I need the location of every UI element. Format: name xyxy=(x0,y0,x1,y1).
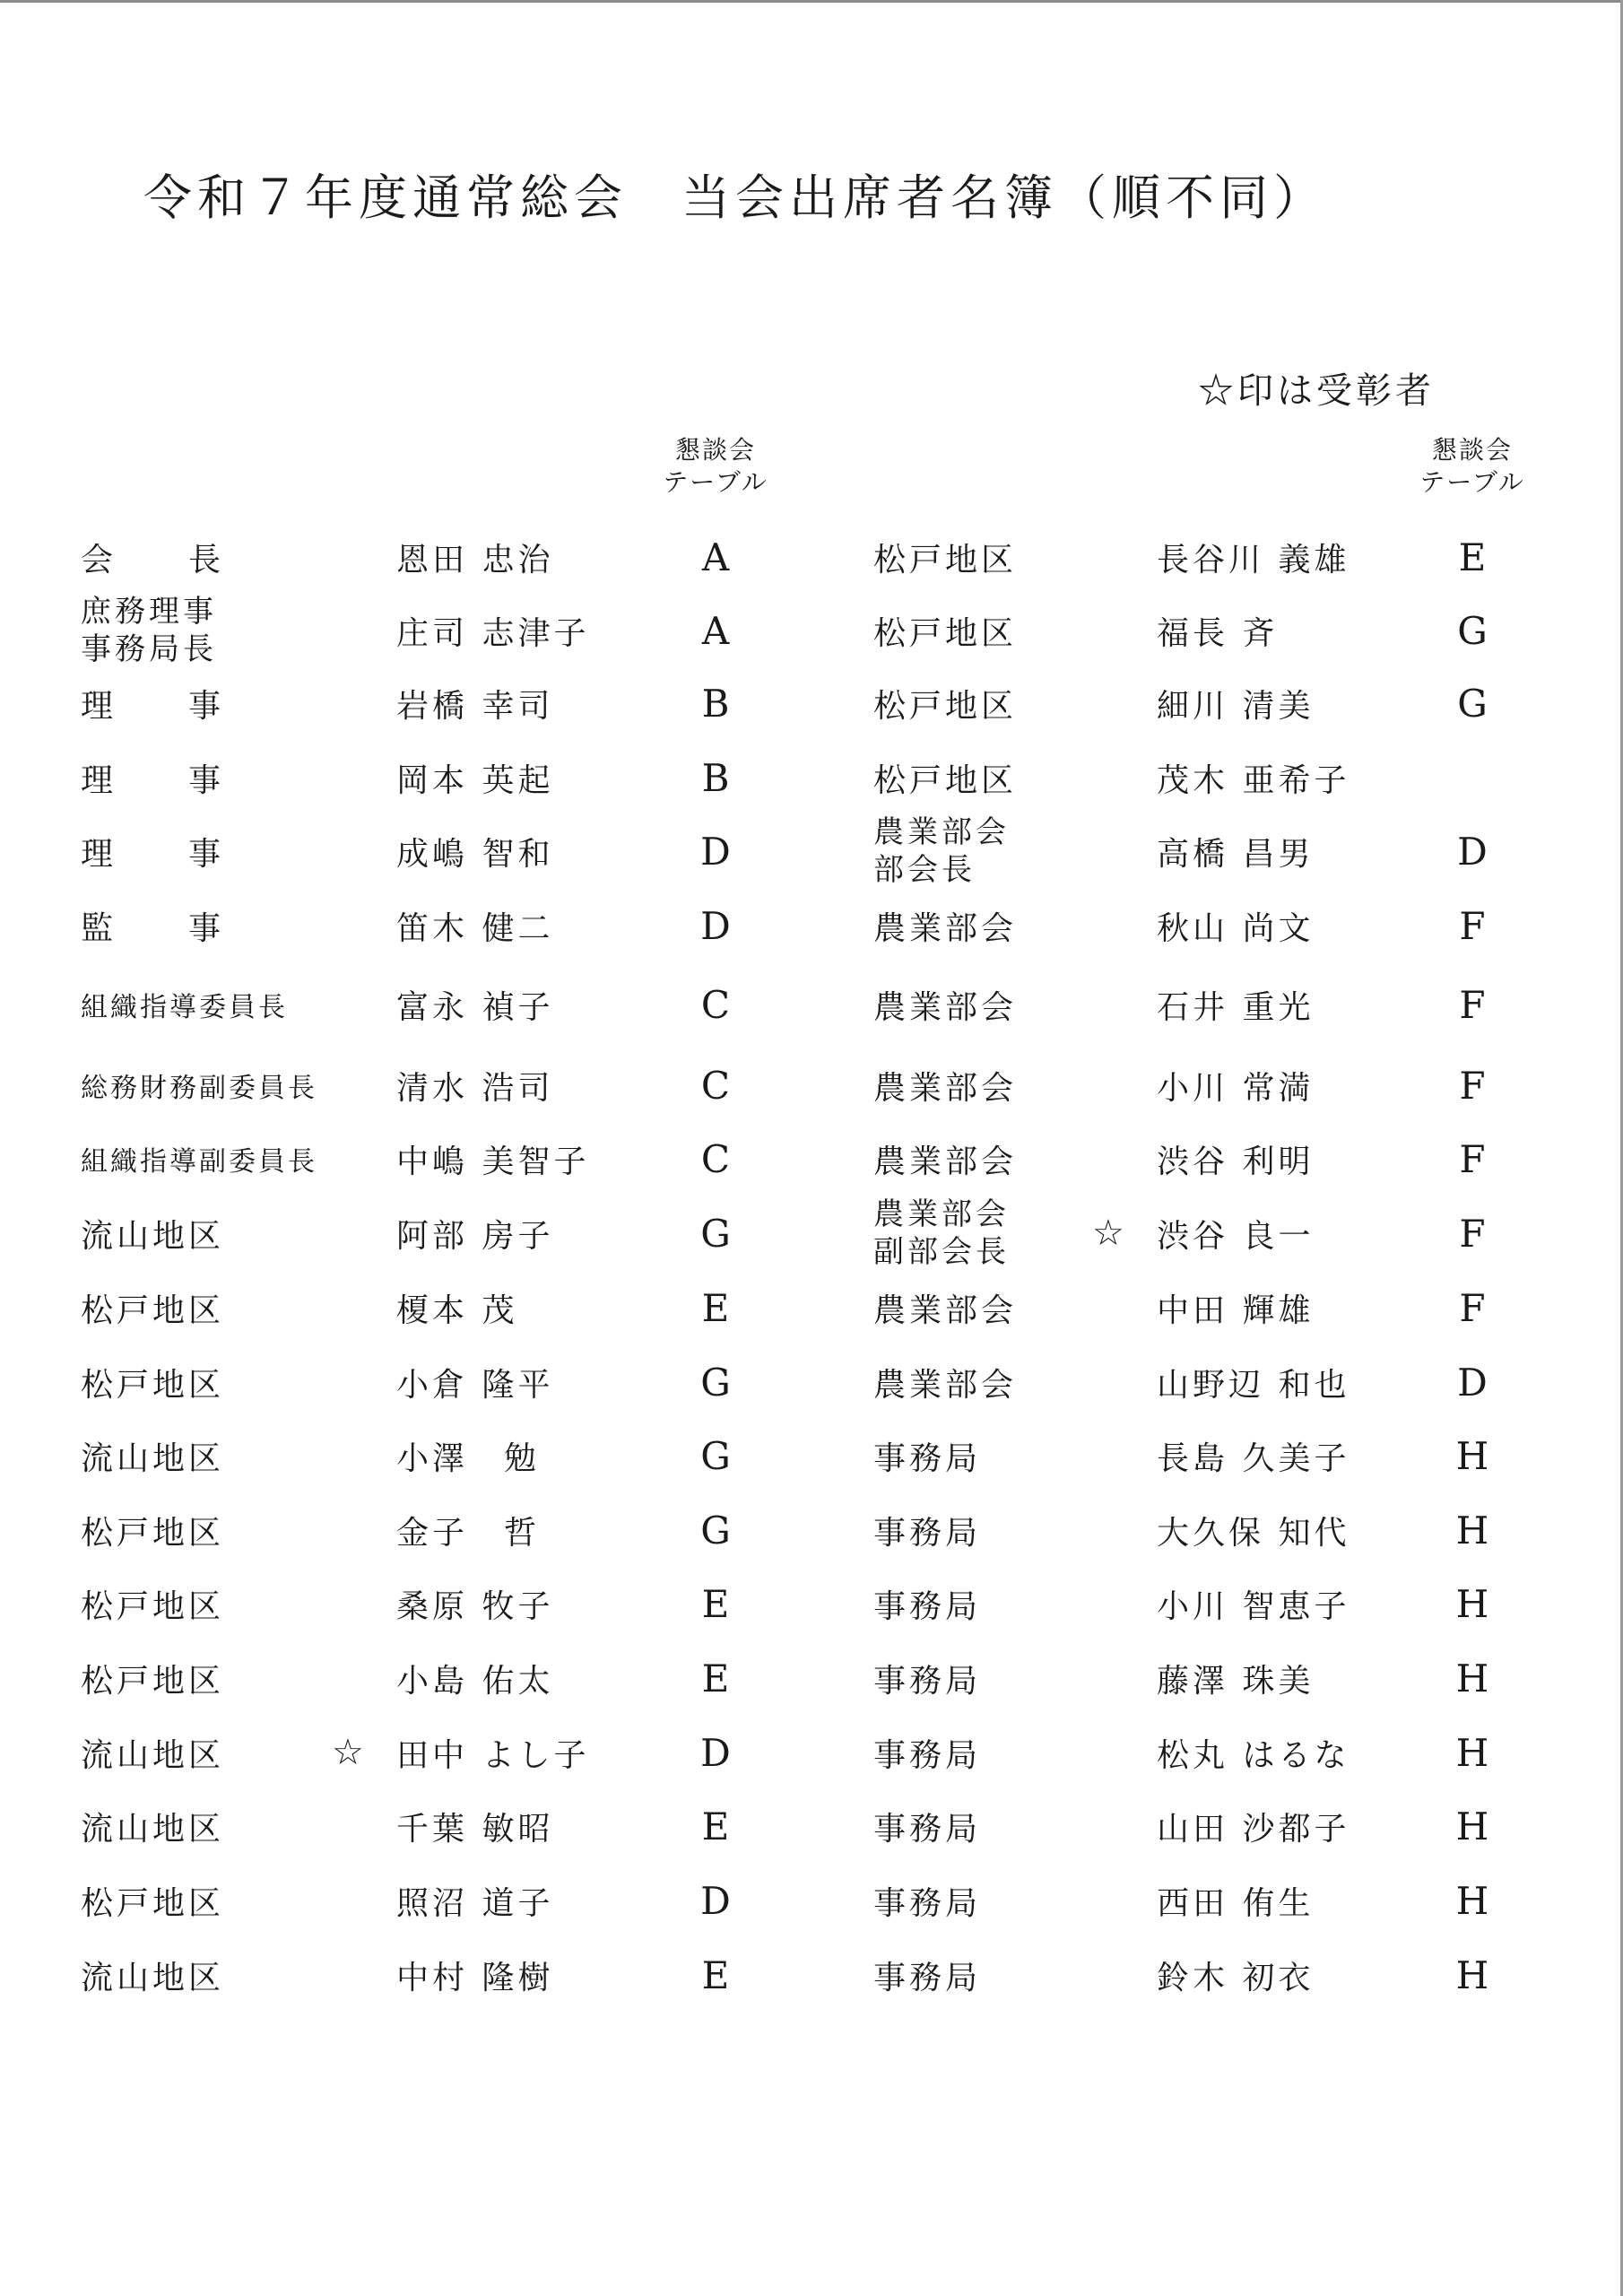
table-letter: B xyxy=(701,681,730,726)
attendee-name: 小倉 隆平 xyxy=(396,1366,554,1404)
table-letter: B xyxy=(701,755,730,800)
role-cell: 事務局 xyxy=(873,1662,982,1700)
role-cell: 松戸地区 xyxy=(81,1292,225,1329)
table-letter: D xyxy=(700,1730,731,1775)
table-letter: G xyxy=(1457,681,1488,726)
document-title: 令和７年度通常総会 当会出席者名簿（順不同） xyxy=(143,170,1327,226)
table-row xyxy=(0,1792,1623,1860)
table-letter: F xyxy=(1459,1136,1486,1181)
attendee-name: 庄司 志津子 xyxy=(396,614,590,652)
attendee-name: 岩橋 幸司 xyxy=(396,687,554,725)
attendee-name: 中田 輝雄 xyxy=(1157,1292,1315,1329)
role-cell: 松戸地区 xyxy=(81,1366,225,1404)
attendee-name: 田中 よし子 xyxy=(396,1736,590,1774)
attendee-name: 成嶋 智和 xyxy=(396,835,554,873)
table-row xyxy=(0,596,1623,665)
role-cell: 農業部会 xyxy=(873,1069,1018,1107)
attendee-name: 千葉 敏昭 xyxy=(396,1810,554,1848)
table-letter: G xyxy=(700,1360,731,1405)
table-letter: E xyxy=(1458,535,1487,579)
role-line: 農業部会 xyxy=(873,1196,1010,1232)
page-border-top xyxy=(0,0,1623,3)
table-letter: E xyxy=(701,1804,730,1848)
attendee-name: 山野辺 和也 xyxy=(1157,1366,1350,1404)
table-letter: F xyxy=(1459,903,1486,948)
attendee-name: 秋山 尚文 xyxy=(1157,909,1315,947)
role-cell: 総務財務副委員長 xyxy=(81,1073,317,1104)
table-letter: C xyxy=(700,1136,731,1181)
attendee-name: 細川 清美 xyxy=(1157,687,1315,725)
table-letter xyxy=(1445,744,1499,812)
table-row xyxy=(0,669,1623,737)
column-header-line1: 懇談会 xyxy=(674,435,756,465)
attendee-name: 小川 智恵子 xyxy=(1157,1587,1350,1625)
attendee-name: 山田 沙都子 xyxy=(1157,1810,1350,1848)
role-line: 部会長 xyxy=(873,852,976,888)
role-cell: 会 長 xyxy=(81,541,225,578)
table-letter: E xyxy=(701,1581,730,1626)
table-row xyxy=(0,814,1623,888)
attendee-name: 榎本 茂 xyxy=(396,1292,518,1329)
table-letter: H xyxy=(1455,1804,1489,1848)
attendee-name: 恩田 忠治 xyxy=(396,541,554,578)
attendee-name: 富永 禎子 xyxy=(396,988,554,1026)
table-letter: D xyxy=(700,1878,731,1923)
table-letter: C xyxy=(700,982,731,1027)
table-letter: H xyxy=(1455,1508,1489,1552)
table-letter: H xyxy=(1455,1433,1489,1478)
table-row xyxy=(0,891,1623,960)
star-legend: ☆印は受彰者 xyxy=(1198,370,1435,412)
table-letter: H xyxy=(1455,1952,1489,1997)
table-row xyxy=(0,1348,1623,1416)
table-letter: H xyxy=(1455,1656,1489,1700)
role-cell: 松戸地区 xyxy=(873,541,1018,578)
role-cell: 松戸地区 xyxy=(873,687,1018,725)
role-cell: 理 事 xyxy=(81,835,225,873)
table-row xyxy=(0,523,1623,591)
role-cell: 流山地区 xyxy=(81,1736,225,1774)
table-row xyxy=(0,1866,1623,1935)
table-row xyxy=(0,1496,1623,1564)
role-cell xyxy=(81,596,350,665)
table-letter: E xyxy=(701,1952,730,1997)
table-row xyxy=(0,1051,1623,1119)
role-cell: 流山地区 xyxy=(81,1810,225,1848)
role-cell: 農業部会 xyxy=(873,1143,1018,1180)
table-letter: F xyxy=(1459,982,1486,1027)
table-row xyxy=(0,1718,1623,1787)
role-cell: 松戸地区 xyxy=(81,1662,225,1700)
table-letter: G xyxy=(700,1211,731,1256)
table-column-header-left xyxy=(626,434,805,499)
role-cell: 松戸地区 xyxy=(873,614,1018,652)
role-cell: 事務局 xyxy=(873,1587,982,1625)
role-line: 庶務理事 xyxy=(81,594,217,630)
role-line: 副部会長 xyxy=(873,1234,1010,1270)
attendee-name: 長島 久美子 xyxy=(1157,1439,1350,1477)
role-cell: 農業部会 xyxy=(873,988,1018,1026)
table-letter: E xyxy=(701,1656,730,1700)
role-cell: 松戸地区 xyxy=(81,1884,225,1922)
table-letter: D xyxy=(1457,1360,1488,1405)
table-letter: F xyxy=(1459,1063,1486,1108)
role-cell: 理 事 xyxy=(81,687,225,725)
table-row xyxy=(0,1941,1623,2009)
table-letter: H xyxy=(1455,1878,1489,1923)
role-cell: 組織指導委員長 xyxy=(81,992,288,1023)
role-cell: 組織指導副委員長 xyxy=(81,1146,317,1178)
table-letter: F xyxy=(1459,1285,1486,1330)
attendee-name: 小澤 勉 xyxy=(396,1439,541,1477)
table-row xyxy=(0,1125,1623,1193)
attendee-name: 笛木 健二 xyxy=(396,909,554,947)
table-row xyxy=(0,1196,1623,1270)
role-cell: 事務局 xyxy=(873,1514,982,1552)
table-letter: G xyxy=(1457,608,1488,653)
attendee-name: 鈴木 初衣 xyxy=(1157,1959,1315,1996)
role-line: 農業部会 xyxy=(873,814,1010,850)
role-cell: 事務局 xyxy=(873,1736,982,1774)
table-row xyxy=(0,970,1623,1039)
attendee-name: 中村 隆樹 xyxy=(396,1959,554,1996)
column-header-line2: テーブル xyxy=(1419,467,1525,497)
table-row xyxy=(0,1644,1623,1712)
awardee-star-icon: ☆ xyxy=(332,1732,364,1773)
role-cell: 松戸地区 xyxy=(873,761,1018,799)
attendee-name: 桑原 牧子 xyxy=(396,1587,554,1625)
role-cell: 事務局 xyxy=(873,1959,982,1996)
attendee-name: 石井 重光 xyxy=(1157,988,1315,1026)
table-letter: D xyxy=(700,829,731,874)
role-cell xyxy=(873,814,1089,888)
table-letter: H xyxy=(1455,1581,1489,1626)
role-cell: 監 事 xyxy=(81,909,225,947)
attendee-name: 藤澤 珠美 xyxy=(1157,1662,1315,1700)
role-cell: 農業部会 xyxy=(873,1366,1018,1404)
attendee-name: 阿部 房子 xyxy=(396,1217,554,1255)
attendee-name: 西田 侑生 xyxy=(1157,1884,1315,1922)
role-cell: 事務局 xyxy=(873,1810,982,1848)
awardee-star-icon: ☆ xyxy=(1092,1213,1124,1254)
table-column-header-right xyxy=(1383,434,1562,499)
role-cell: 事務局 xyxy=(873,1884,982,1922)
table-letter: D xyxy=(700,903,731,948)
attendee-name: 渋谷 良一 xyxy=(1157,1217,1315,1255)
attendee-name: 高橋 昌男 xyxy=(1157,835,1315,873)
table-row xyxy=(0,1274,1623,1342)
attendee-name: 渋谷 利明 xyxy=(1157,1143,1315,1180)
table-row xyxy=(0,1570,1623,1638)
attendee-name: 松丸 はるな xyxy=(1157,1736,1350,1774)
attendee-name: 長谷川 義雄 xyxy=(1157,541,1350,578)
role-cell: 流山地区 xyxy=(81,1439,225,1477)
attendee-name: 照沼 道子 xyxy=(396,1884,554,1922)
attendee-name: 清水 浩司 xyxy=(396,1069,554,1107)
table-row xyxy=(0,744,1623,812)
role-cell: 流山地区 xyxy=(81,1217,225,1255)
table-row xyxy=(0,1422,1623,1490)
table-letter: E xyxy=(701,1285,730,1330)
role-cell: 事務局 xyxy=(873,1439,982,1477)
column-header-line2: テーブル xyxy=(663,467,768,497)
role-line: 事務局長 xyxy=(81,631,217,667)
attendee-name: 茂木 亜希子 xyxy=(1157,761,1350,799)
role-cell: 流山地区 xyxy=(81,1959,225,1996)
attendee-name: 小島 佑太 xyxy=(396,1662,554,1700)
attendee-name: 大久保 知代 xyxy=(1157,1514,1350,1552)
table-letter: F xyxy=(1459,1211,1486,1256)
attendee-name: 福長 斉 xyxy=(1157,614,1279,652)
table-letter: A xyxy=(701,608,730,653)
table-letter: D xyxy=(1457,829,1488,874)
attendee-name: 岡本 英起 xyxy=(396,761,554,799)
attendee-name: 中嶋 美智子 xyxy=(396,1143,590,1180)
role-cell xyxy=(873,1196,1089,1270)
attendee-name: 金子 哲 xyxy=(396,1514,541,1552)
table-letter: G xyxy=(700,1508,731,1552)
table-letter: H xyxy=(1455,1730,1489,1775)
role-cell: 松戸地区 xyxy=(81,1514,225,1552)
role-cell: 松戸地区 xyxy=(81,1587,225,1625)
table-letter: C xyxy=(700,1063,731,1108)
role-cell: 理 事 xyxy=(81,761,225,799)
table-letter: A xyxy=(701,535,730,579)
attendee-name: 小川 常満 xyxy=(1157,1069,1315,1107)
column-header-line1: 懇談会 xyxy=(1431,435,1513,465)
role-cell: 農業部会 xyxy=(873,1292,1018,1329)
table-letter: G xyxy=(700,1433,731,1478)
role-cell: 農業部会 xyxy=(873,909,1018,947)
